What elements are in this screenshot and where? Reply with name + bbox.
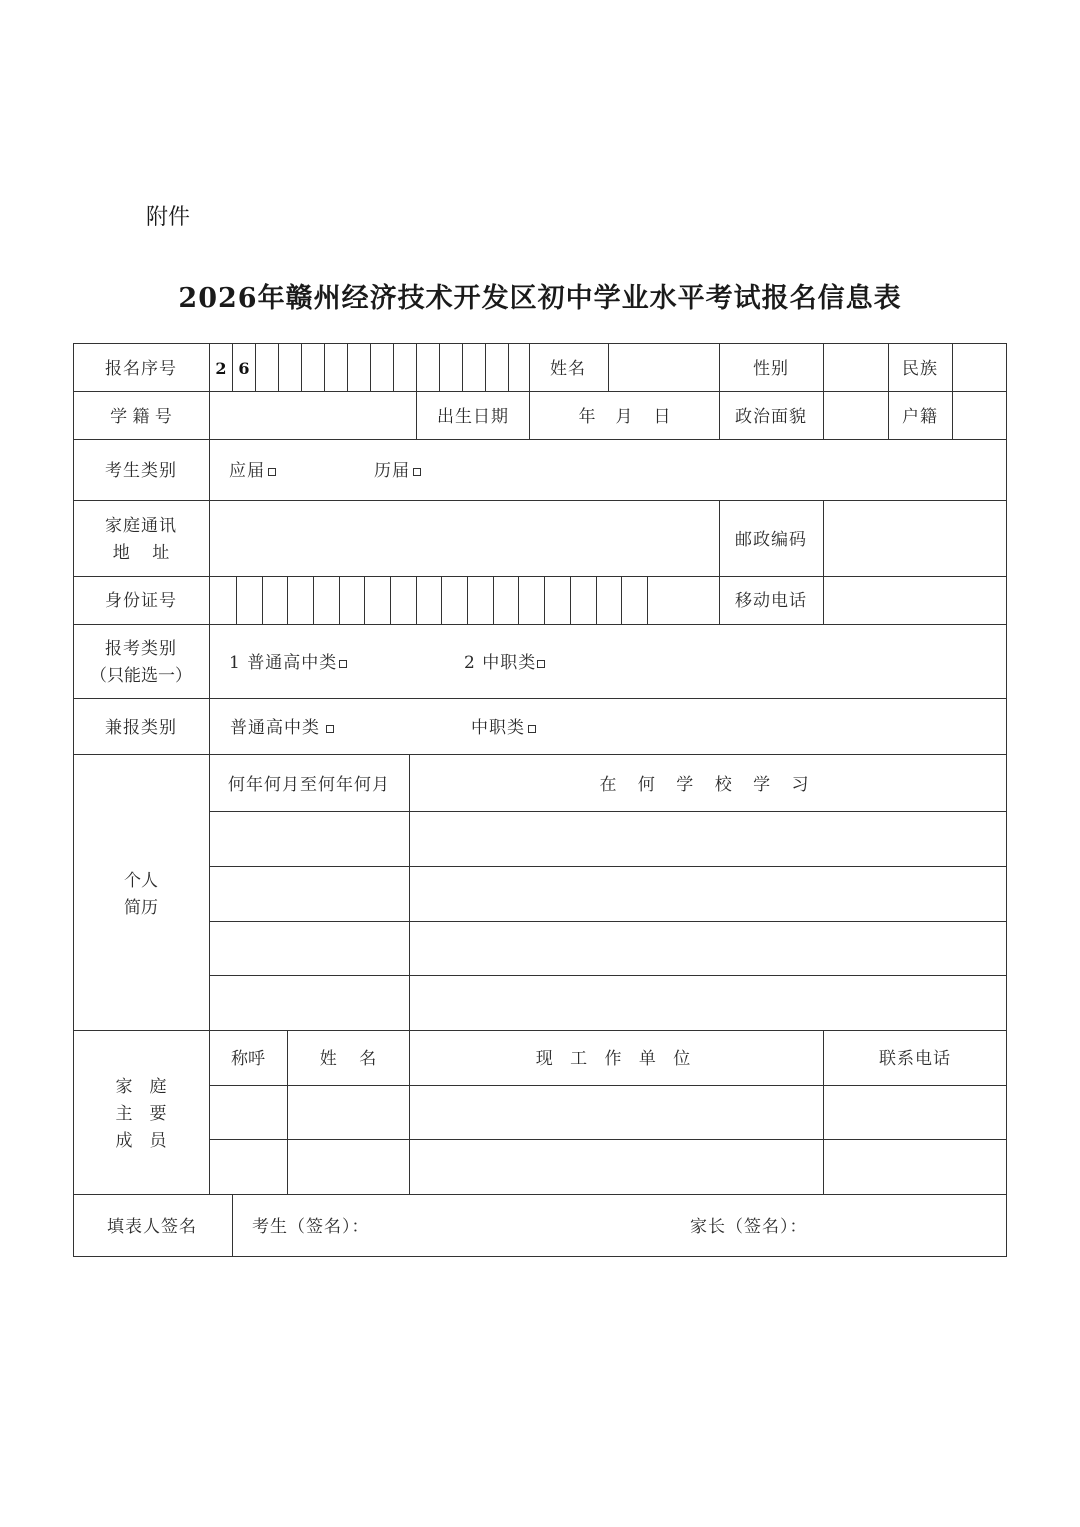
gender-label: 性别 [753,359,789,379]
family-work-field-2[interactable] [411,1141,822,1193]
birth-year-label: 年 [578,407,596,427]
resume-period-field-2[interactable] [211,868,408,920]
also-category-option-1: 普通高中类 [230,718,320,738]
family-label-line2: 主 要 [115,1104,167,1124]
resume-period-header: 何年何月至何年何月 [228,775,390,795]
reg-no-label: 报名序号 [105,359,177,379]
ethnicity-field[interactable] [954,345,1006,390]
resume-school-field-2[interactable] [411,868,1006,920]
family-label-line3: 成 员 [115,1131,167,1151]
address-field[interactable] [211,502,718,575]
id-card-label: 身份证号 [105,591,177,611]
family-name-field-2[interactable] [289,1141,408,1193]
resume-school-field-4[interactable] [411,977,1006,1029]
hukou-field[interactable] [954,393,1006,438]
resume-school-field-1[interactable] [411,813,1006,865]
ethnicity-label: 民族 [902,359,938,379]
candidate-previous-checkbox[interactable] [414,469,421,476]
exam-category-label-line2: （只能选一） [90,666,192,686]
hukou-label: 户籍 [902,407,938,427]
id-card-field[interactable] [211,578,718,623]
attachment-label: 附件 [146,205,191,230]
address-label-line2: 地 址 [112,543,170,563]
student-id-label: 学 籍 号 [110,407,172,427]
exam-category-option-1: 1 普通高中类 [229,653,338,673]
birth-day-label: 日 [653,407,671,427]
also-category-label: 兼报类别 [105,718,177,738]
exam-category-option-1-checkbox[interactable] [340,661,347,668]
birth-month-label: 月 [615,407,633,427]
candidate-current-checkbox[interactable] [269,469,276,476]
exam-category-label-line1: 报考类别 [105,639,177,659]
postcode-field[interactable] [825,502,1006,575]
family-label-line1: 家 庭 [115,1077,167,1097]
resume-period-field-1[interactable] [211,813,408,865]
resume-label-line2: 简历 [124,898,158,918]
exam-category-option-2: 2 中职类 [464,653,537,673]
reg-no-digit-1: 2 [215,359,227,378]
resume-school-field-3[interactable] [411,923,1006,974]
exam-category-option-2-checkbox[interactable] [538,661,545,668]
resume-school-header: 在 何 学 校 学 习 [599,775,817,795]
family-work-header: 现 工 作 单 位 [535,1049,697,1069]
mobile-field[interactable] [825,578,1006,623]
signature-label: 填表人签名 [107,1217,197,1237]
political-status-field[interactable] [825,393,887,438]
student-signature-field[interactable] [380,1200,660,1250]
name-field[interactable] [610,345,718,390]
gender-field[interactable] [825,345,887,390]
reg-no-digit-2: 6 [238,359,250,378]
student-id-field[interactable] [211,393,415,438]
student-signature-label: 考生（签名）： [252,1217,370,1237]
candidate-current-option: 应届 [229,461,265,481]
family-name-field-1[interactable] [289,1087,408,1138]
family-relation-header: 称呼 [231,1049,265,1069]
family-phone-field-2[interactable] [825,1141,1006,1193]
resume-period-field-4[interactable] [211,977,408,1029]
also-category-option-1-checkbox[interactable] [327,726,334,733]
family-phone-header: 联系电话 [879,1049,951,1069]
family-work-field-1[interactable] [411,1087,822,1138]
family-relation-field-1[interactable] [211,1087,286,1138]
parent-signature-field[interactable] [820,1200,1000,1250]
resume-label-line1: 个人 [124,871,158,891]
family-phone-field-1[interactable] [825,1087,1006,1138]
also-category-option-2-checkbox[interactable] [529,726,536,733]
mobile-label: 移动电话 [735,591,807,611]
form-title: 2026年赣州经济技术开发区初中学业水平考试报名信息表 [178,283,902,314]
address-label-line1: 家庭通讯 [105,516,177,536]
resume-period-field-3[interactable] [211,923,408,974]
family-relation-field-2[interactable] [211,1141,286,1193]
political-status-label: 政治面貌 [735,407,807,427]
birth-date-label: 出生日期 [437,407,509,427]
parent-signature-label: 家长（签名）： [690,1217,808,1237]
also-category-option-2: 中职类 [471,718,525,738]
family-name-header: 姓 名 [319,1049,377,1069]
candidate-type-label: 考生类别 [105,461,177,481]
candidate-previous-option: 历届 [374,461,410,481]
postcode-label: 邮政编码 [735,530,807,550]
name-label: 姓名 [550,359,586,379]
